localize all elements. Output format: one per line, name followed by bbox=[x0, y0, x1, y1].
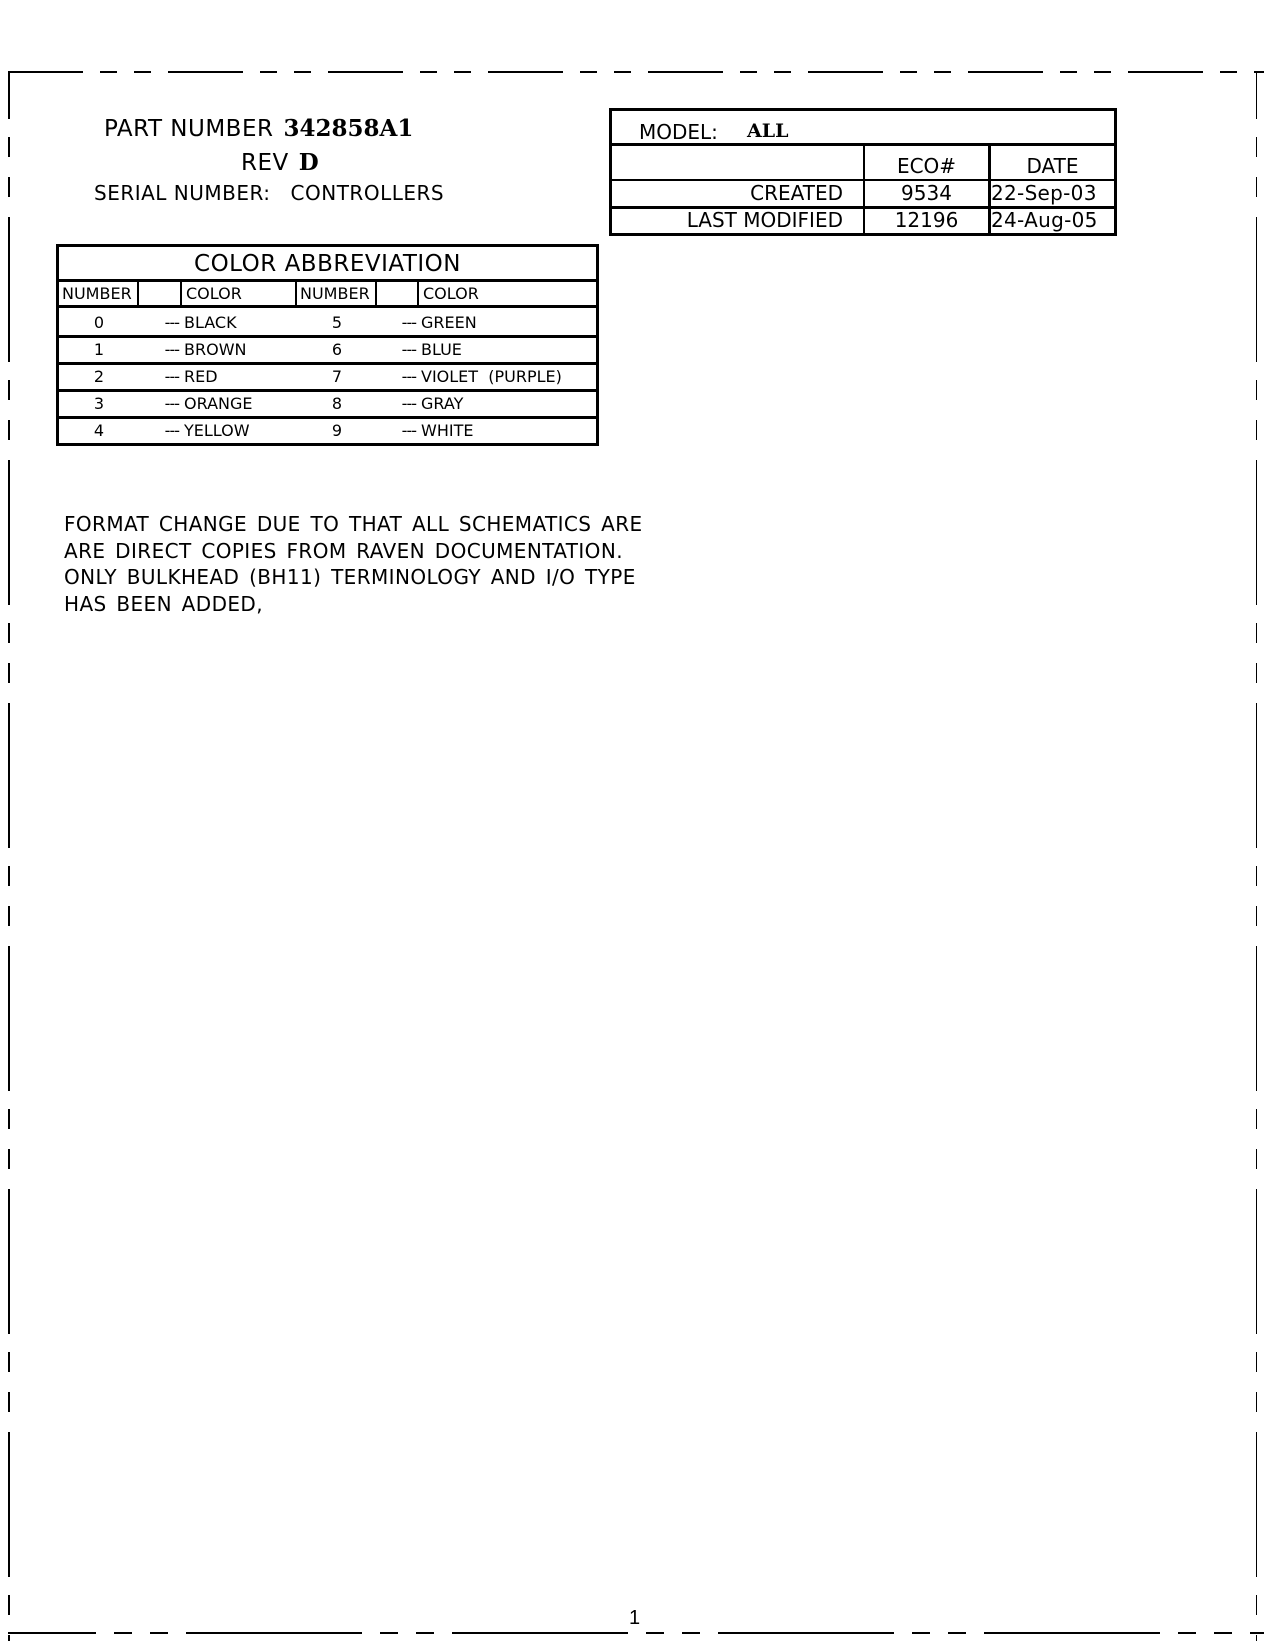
model-revision-table bbox=[609, 108, 1117, 236]
note-line: HAS BEEN ADDED, bbox=[64, 591, 263, 616]
header-blank bbox=[612, 146, 865, 179]
eco-number: 12196 bbox=[865, 209, 991, 233]
header-number: NUMBER bbox=[59, 282, 139, 305]
note-line: ARE DIRECT COPIES FROM RAVEN DOCUMENTATION. bbox=[64, 538, 623, 563]
separator: --- bbox=[164, 340, 179, 359]
table-row-last-modified bbox=[612, 206, 1114, 233]
color-number: 1 bbox=[93, 340, 105, 359]
model-table-header bbox=[612, 146, 1114, 179]
header-eco: ECO# bbox=[865, 146, 991, 179]
color-name: BLUE bbox=[421, 340, 462, 359]
serial-number-value: CONTROLLERS bbox=[290, 181, 445, 205]
header-date: DATE bbox=[1026, 154, 1079, 178]
separator: --- bbox=[164, 421, 179, 440]
model-label: MODEL: bbox=[639, 120, 718, 144]
note-line: ONLY BULKHEAD (BH11) TERMINOLOGY AND I/O TYPE bbox=[64, 565, 636, 589]
color-table-header bbox=[59, 282, 596, 308]
color-number: 9 bbox=[331, 421, 343, 440]
color-name: GREEN bbox=[421, 313, 477, 332]
color-name: RED bbox=[184, 367, 218, 386]
color-number: 0 bbox=[93, 313, 105, 332]
page-number: 1 bbox=[629, 1607, 641, 1629]
table-row-created bbox=[612, 179, 1114, 206]
color-name: BLACK bbox=[184, 313, 237, 332]
format-change-note bbox=[64, 511, 643, 617]
color-number: 3 bbox=[93, 394, 105, 413]
color-table-title: COLOR ABBREVIATION bbox=[59, 247, 596, 282]
color-number: 5 bbox=[331, 313, 343, 332]
color-number: 6 bbox=[331, 340, 343, 359]
color-number: 4 bbox=[93, 421, 105, 440]
color-name: ORANGE bbox=[184, 394, 253, 413]
date-value: 24-Aug-05 bbox=[991, 208, 1098, 232]
color-number: 8 bbox=[331, 394, 343, 413]
rev-label: REV bbox=[241, 150, 289, 176]
color-name: VIOLET (PURPLE) bbox=[421, 367, 562, 386]
table-row bbox=[59, 308, 596, 335]
color-name: WHITE bbox=[421, 421, 474, 440]
separator: --- bbox=[401, 394, 416, 413]
header-color: COLOR bbox=[423, 284, 479, 303]
separator: --- bbox=[401, 421, 416, 440]
model-row bbox=[612, 111, 1114, 146]
table-row bbox=[59, 362, 596, 389]
separator: --- bbox=[401, 367, 416, 386]
table-row bbox=[59, 335, 596, 362]
separator: --- bbox=[164, 394, 179, 413]
date-value: 22-Sep-03 bbox=[991, 181, 1097, 205]
model-value: ALL bbox=[747, 120, 789, 142]
separator: --- bbox=[164, 367, 179, 386]
header-number: NUMBER bbox=[297, 282, 377, 305]
note-line: FORMAT CHANGE DUE TO THAT ALL SCHEMATICS ARE bbox=[64, 512, 643, 536]
row-label: LAST MODIFIED bbox=[612, 209, 865, 233]
separator: --- bbox=[401, 340, 416, 359]
frame-border-right bbox=[1256, 71, 1257, 1641]
part-number-value: 342858A1 bbox=[283, 115, 414, 142]
table-row bbox=[59, 416, 596, 443]
serial-number-label: SERIAL NUMBER: bbox=[94, 181, 271, 205]
header-spacer bbox=[377, 282, 419, 305]
separator: --- bbox=[401, 313, 416, 332]
table-row bbox=[59, 389, 596, 416]
color-number: 2 bbox=[93, 367, 105, 386]
row-label: CREATED bbox=[612, 181, 865, 206]
eco-number: 9534 bbox=[865, 181, 991, 206]
separator: --- bbox=[164, 313, 179, 332]
header-color: COLOR bbox=[182, 282, 297, 305]
part-number-line bbox=[104, 117, 413, 141]
color-name: BROWN bbox=[184, 340, 247, 359]
color-abbreviation-table bbox=[56, 244, 599, 446]
revision-line bbox=[241, 151, 319, 175]
frame-border-left bbox=[8, 71, 10, 1641]
rev-value: D bbox=[298, 149, 319, 176]
color-name: GRAY bbox=[421, 394, 464, 413]
header-spacer bbox=[139, 282, 182, 305]
color-number: 7 bbox=[331, 367, 343, 386]
serial-number-line bbox=[94, 183, 444, 203]
frame-border-top bbox=[8, 71, 1264, 73]
color-name: YELLOW bbox=[184, 421, 250, 440]
part-number-label: PART NUMBER bbox=[104, 116, 274, 142]
frame-border-bottom bbox=[8, 1632, 1264, 1634]
